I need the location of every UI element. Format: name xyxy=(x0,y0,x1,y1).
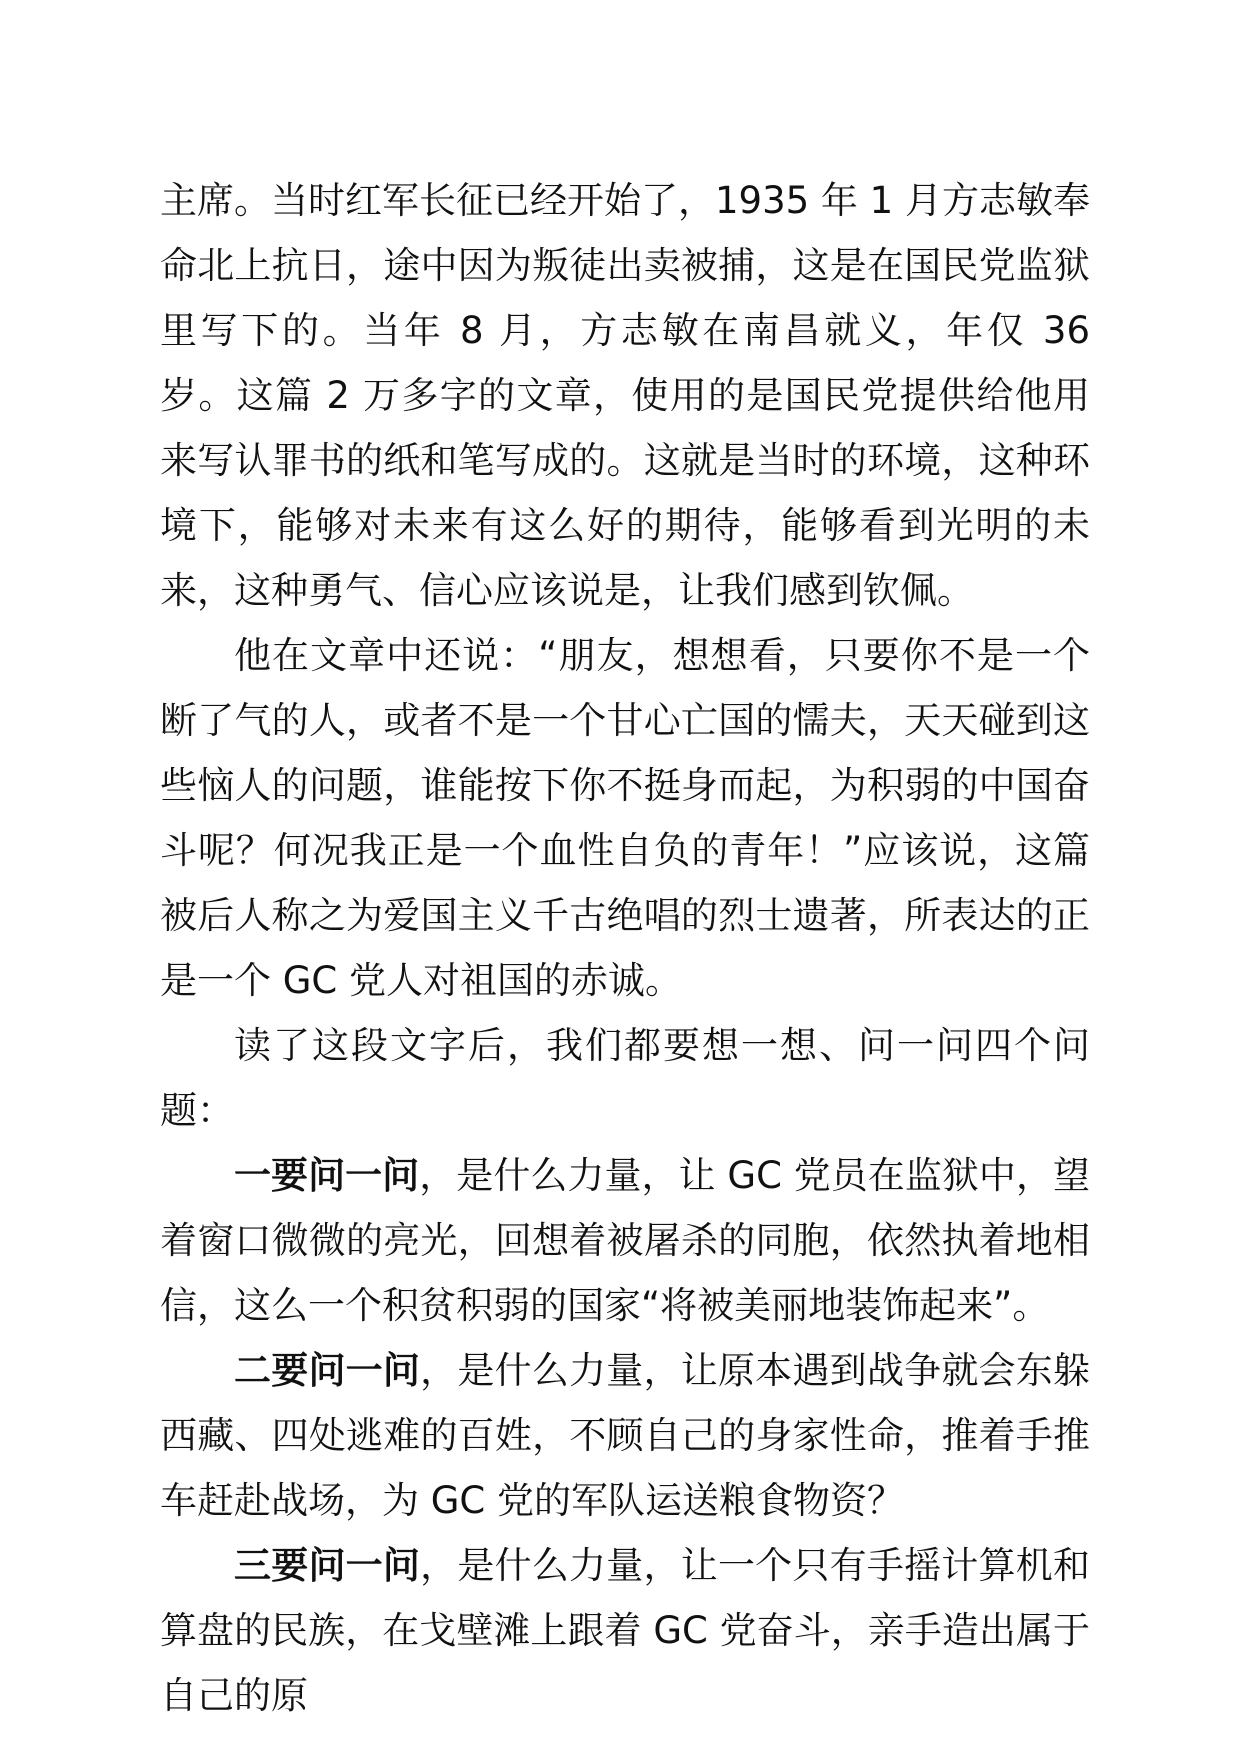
paragraph-text: 他在文章中还说：“朋友，想想看，只要你不是一个断了气的人，或者不是一个甘心亡国的懦夫，天天碰到这些恼人的问题，谁能按下你不挺身而起，为积弱的中国奋斗呢？何况我正是一个血性自负的青年！”应该说，这篇被后人称之为爱国主义千古绝唱的烈士遗著，所表达的正是一个 GC 党人对祖国的赤诚。 xyxy=(160,634,1090,1002)
paragraph-1 xyxy=(160,168,1090,623)
paragraph-text: ，是什么力量，让 GC 党员在监狱中，望着窗口微微的亮光，回想着被屠杀的同胞，依然执着地相信，这么一个积贫积弱的国家“将被美丽地装饰起来”。 xyxy=(160,1154,1091,1327)
paragraph-lead-bold: 三要问一问 xyxy=(234,1544,421,1587)
paragraph-text: 读了这段文字后，我们都要想一想、问一问四个问题： xyxy=(160,1024,1090,1132)
paragraph-5 xyxy=(160,1338,1090,1533)
document-body xyxy=(160,168,1090,1728)
paragraph-4 xyxy=(160,1143,1090,1338)
paragraph-2 xyxy=(160,623,1090,1013)
paragraph-6 xyxy=(160,1533,1090,1728)
paragraph-3 xyxy=(160,1013,1090,1143)
paragraph-text: ，是什么力量，让原本遇到战争就会东躲西藏、四处逃难的百姓，不顾自己的身家性命，推着手推车赶赴战场，为 GC 党的军队运送粮食物资？ xyxy=(160,1349,1091,1522)
paragraph-text: ，是什么力量，让一个只有手摇计算机和算盘的民族，在戈壁滩上跟着 GC 党奋斗，亲手造出属于自己的原 xyxy=(160,1544,1091,1717)
paragraph-lead-bold: 二要问一问 xyxy=(234,1349,421,1392)
paragraph-lead-bold: 一要问一问 xyxy=(234,1154,420,1197)
paragraph-text: 主席。当时红军长征已经开始了，1935 年 1 月方志敏奉命北上抗日，途中因为叛徒出卖被捕，这是在国民党监狱里写下的。当年 8 月，方志敏在南昌就义，年仅 36 岁。这篇 2 万多字的文章，使用的是国民党提供给他用来写认罪书的纸和笔写成的。这就是当时的环境，这种环境下，能够对未来有这么好的期待，能够看到光明的未来，这种勇气、信心应该说是，让我们感到钦佩。 xyxy=(160,179,1090,612)
